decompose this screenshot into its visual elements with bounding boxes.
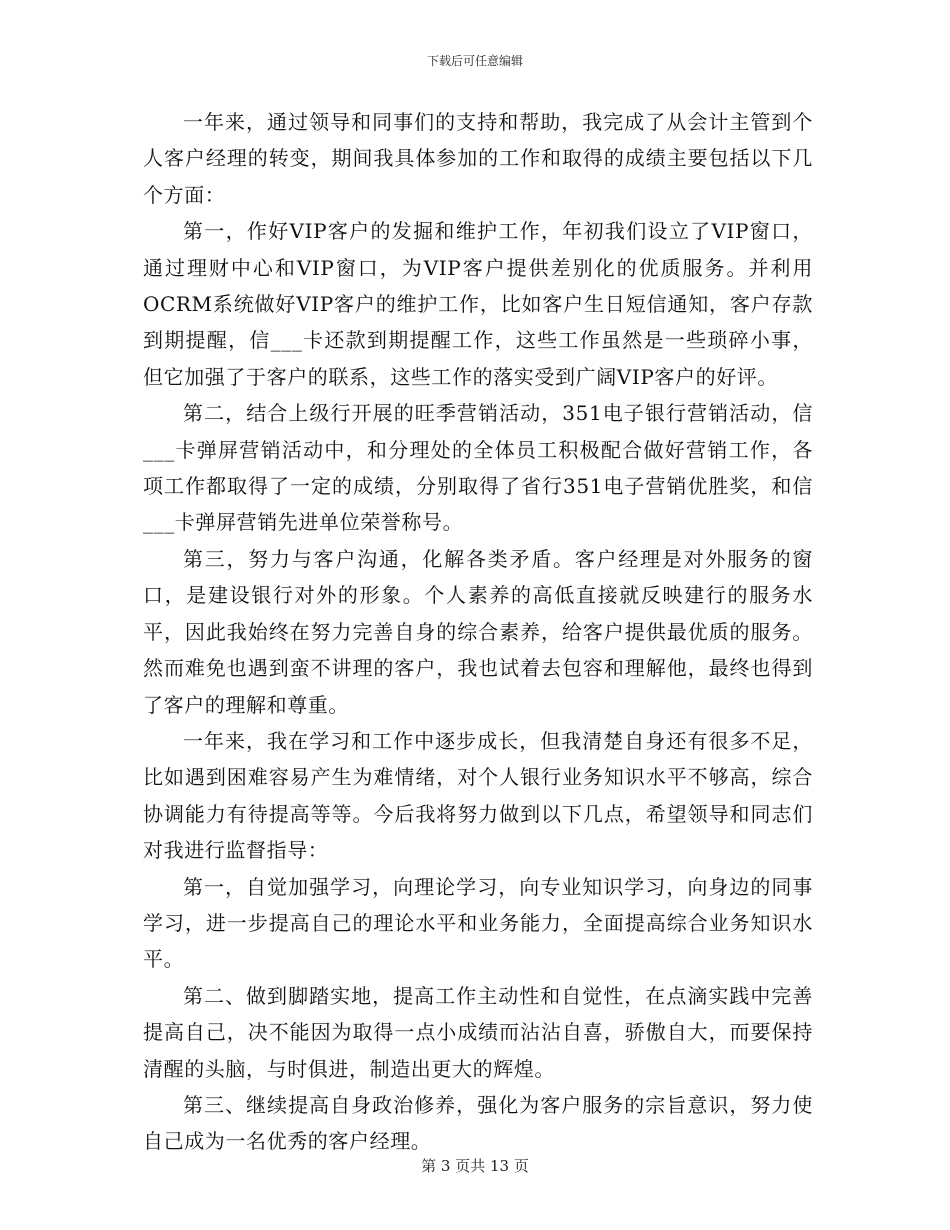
page-header: 下载后可任意编辑 (426, 54, 523, 68)
paragraph: 一年来，我在学习和工作中逐步成长，但我清楚自身还有很多不足，比如遇到困难容易产生为难情绪，对个人银行业务知识水平不够高，综合协调能力有待提高等等。今后我将努力做到以下几点，希望领导和同志们对我进行监督指导： (143, 728, 813, 863)
paragraph: 第三，努力与客户沟通，化解各类矛盾。客户经理是对外服务的窗口，是建设银行对外的形象。个人素养的高低直接就反映建行的服务水平，因此我始终在努力完善自身的综合素养，给客户提供最优质的服务。然而难免也遇到蛮不讲理的客户，我也试着去包容和理解他，最终也得到了客户的理解和尊重。 (143, 546, 813, 717)
document-body (143, 104, 813, 1160)
paragraph: 第二、做到脚踏实地，提高工作主动性和自觉性，在点滴实践中完善提高自己，决不能因为取得一点小成绩而沾沾自喜，骄傲自大，而要保持清醒的头脑，与时俱进，制造出更大的辉煌。 (143, 983, 813, 1081)
paragraph: 一年来，通过领导和同事们的支持和帮助，我完成了从会计主管到个人客户经理的转变，期间我具体参加的工作和取得的成绩主要包括以下几个方面： (143, 110, 813, 207)
paragraph: 第三、继续提高自身政治修养，强化为客户服务的宗旨意识，努力使自己成为一名优秀的客户经理。 (143, 1092, 813, 1154)
paragraph: 第二，结合上级行开展的旺季营销活动，351电子银行营销活动，信___卡弹屏营销活动中，和分理处的全体员工积极配合做好营销工作，各项工作都取得了一定的成绩，分别取得了省行351电子营销优胜奖，和信___卡弹屏营销先进单位荣誉称号。 (143, 401, 813, 535)
paragraph: 第一，自觉加强学习，向理论学习，向专业知识学习，向身边的同事学习，进一步提高自己的理论水平和业务能力，全面提高综合业务知识水平。 (143, 874, 813, 972)
page-number: 第 3 页共 13 页 (421, 1157, 529, 1175)
paragraph: 第一，作好VIP客户的发掘和维护工作，年初我们设立了VIP窗口，通过理财中心和VIP窗口，为VIP客户提供差别化的优质服务。并利用OCRM系统做好VIP客户的维护工作，比如客户生日短信通知，客户存款到期提醒，信___卡还款到期提醒工作，这些工作虽然是一些琐碎小事，但它加强了于客户的联系，这些工作的落实受到广阔VIP客户的好评。 (143, 219, 813, 389)
